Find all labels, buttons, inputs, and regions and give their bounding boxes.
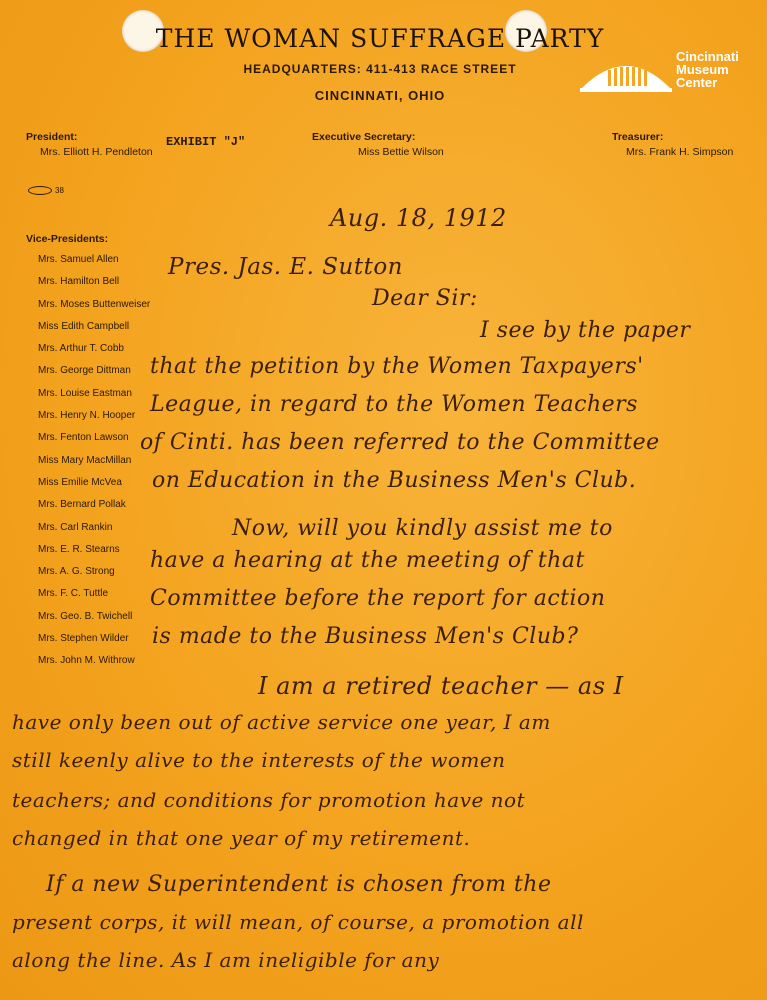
letter-line: of Cinti. has been referred to the Committee bbox=[140, 430, 660, 455]
vice-president-name: Mrs. John M. Withrow bbox=[38, 655, 135, 667]
museum-logo bbox=[578, 48, 766, 94]
secretary-role: Executive Secretary: bbox=[312, 131, 416, 143]
vice-presidents-label: Vice-Presidents: bbox=[26, 233, 109, 245]
museum-dome-icon bbox=[578, 48, 674, 94]
museum-logo-text: Cincinnati Museum Center bbox=[676, 49, 739, 90]
vice-president-name: Mrs. Samuel Allen bbox=[38, 254, 119, 265]
vice-president-name: Miss Edith Campbell bbox=[38, 320, 130, 332]
president-name: Mrs. Elliott H. Pendleton bbox=[40, 146, 153, 158]
vice-president-name: Mrs. Stephen Wilder bbox=[38, 633, 129, 645]
letter-line: present corps, it will mean, of course, a promotion all bbox=[12, 910, 584, 934]
vice-president-name: Mrs. Fenton Lawson bbox=[38, 432, 129, 444]
vice-president-name: Mrs. F. C. Tuttle bbox=[38, 588, 109, 600]
letter-line: have a hearing at the meeting of that bbox=[150, 548, 585, 573]
letter-line: I am a retired teacher — as I bbox=[258, 672, 624, 700]
vice-president-name: Mrs. Carl Rankin bbox=[38, 521, 113, 533]
letter-line: Now, will you kindly assist me to bbox=[232, 516, 613, 541]
letter-line: changed in that one year of my retirement. bbox=[12, 826, 471, 850]
president-block bbox=[26, 131, 153, 158]
treasurer-name: Mrs. Frank H. Simpson bbox=[626, 146, 734, 158]
headquarters-address: HEADQUARTERS: 411-413 RACE STREET bbox=[243, 62, 517, 76]
headquarters-city: CINCINNATI, OHIO bbox=[314, 88, 446, 103]
letter-line: that the petition by the Women Taxpayers' bbox=[150, 354, 644, 379]
letter-addressee: Pres. Jas. E. Sutton bbox=[168, 254, 403, 280]
vice-president-name: Miss Emilie McVea bbox=[38, 476, 122, 488]
letter-line: If a new Superintendent is chosen from the bbox=[46, 872, 552, 897]
vice-president-name: Mrs. Arthur T. Cobb bbox=[38, 343, 124, 355]
union-number: 38 bbox=[55, 186, 64, 195]
letter-salutation: Dear Sir: bbox=[372, 286, 478, 311]
letter-line: is made to the Business Men's Club? bbox=[152, 624, 579, 649]
treasurer-role: Treasurer: bbox=[612, 131, 664, 143]
secretary-name: Miss Bettie Wilson bbox=[358, 146, 444, 158]
letter-line: along the line. As I am ineligible for any bbox=[12, 948, 440, 972]
letter-line: Committee before the report for action bbox=[150, 586, 606, 611]
vice-president-name: Mrs. Moses Buttenweiser bbox=[38, 298, 151, 310]
secretary-block bbox=[312, 131, 444, 158]
vice-president-name: Mrs. Louise Eastman bbox=[38, 387, 132, 399]
vice-president-name: Mrs. George Dittman bbox=[38, 365, 131, 377]
letter-line: on Education in the Business Men's Club. bbox=[152, 468, 637, 493]
letter-line: I see by the paper bbox=[480, 318, 691, 343]
union-label bbox=[28, 186, 64, 195]
letter-line: still keenly alive to the interests of the women bbox=[12, 748, 506, 772]
president-role: President: bbox=[26, 131, 78, 143]
vice-president-name: Mrs. Bernard Pollak bbox=[38, 499, 126, 511]
letterhead-title: THE WOMAN SUFFRAGE PARTY bbox=[155, 24, 605, 53]
vice-president-name: Mrs. A. G. Strong bbox=[38, 566, 115, 578]
letter-line: teachers; and conditions for promotion have not bbox=[12, 788, 526, 812]
vice-president-name: Mrs. E. R. Stearns bbox=[38, 543, 120, 555]
treasurer-block bbox=[612, 131, 733, 158]
vice-president-name: Mrs. Geo. B. Twichell bbox=[38, 610, 133, 622]
letter-line: have only been out of active service one year, I am bbox=[12, 710, 551, 734]
union-bug-icon bbox=[28, 186, 52, 195]
vice-president-name: Miss Mary MacMillan bbox=[38, 454, 132, 466]
vice-president-name: Mrs. Hamilton Bell bbox=[38, 276, 120, 288]
vice-presidents-list bbox=[38, 254, 150, 678]
exhibit-stamp: EXHIBIT "J" bbox=[166, 135, 246, 149]
vice-president-name: Mrs. Henry N. Hooper bbox=[38, 410, 136, 422]
letter-line: League, in regard to the Women Teachers bbox=[150, 392, 638, 417]
letter-date: Aug. 18, 1912 bbox=[330, 204, 507, 232]
